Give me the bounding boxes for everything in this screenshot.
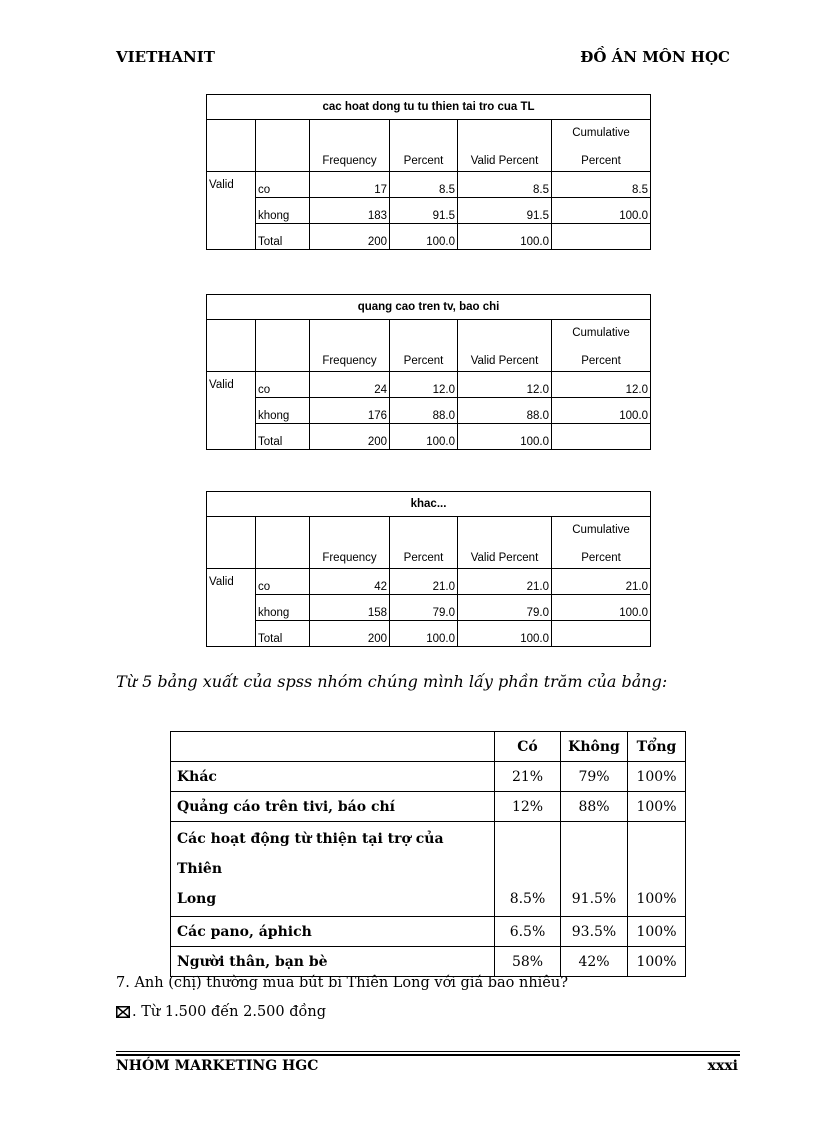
cell-khong: 88% (561, 792, 628, 822)
table-row (171, 947, 686, 977)
cell-frequency: 158 (310, 595, 390, 621)
col-valid-percent: Valid Percent (458, 517, 552, 569)
table-row (207, 569, 651, 595)
cell-cumulative (552, 224, 651, 250)
row-label: Các pano, áphich (171, 917, 495, 947)
table-row (171, 822, 686, 917)
cell-cumulative: 100.0 (552, 198, 651, 224)
header-tong: Tổng (628, 732, 686, 762)
answer-line (116, 1004, 326, 1020)
cell-cumulative: 21.0 (552, 569, 651, 595)
summary-header-row (171, 732, 686, 762)
table-row (171, 762, 686, 792)
table-title: quang cao tren tv, bao chi (207, 295, 651, 320)
row-label: Các hoạt động từ thiện tại trợ của Thiên Long (171, 822, 495, 917)
row-label: Total (256, 424, 310, 450)
row-label: co (256, 372, 310, 398)
col-cumulative: Cumulative Percent (552, 320, 651, 372)
cell-frequency: 200 (310, 424, 390, 450)
cell-percent: 100.0 (390, 224, 458, 250)
header-empty (171, 732, 495, 762)
cell-tong: 100% (628, 917, 686, 947)
cell-percent: 79.0 (390, 595, 458, 621)
table-row (207, 372, 651, 398)
cell-valid-percent: 91.5 (458, 198, 552, 224)
header-co: Có (495, 732, 561, 762)
valid-label: Valid (207, 569, 256, 647)
row-label: khong (256, 198, 310, 224)
cell-co: 21% (495, 762, 561, 792)
cell-valid-percent: 21.0 (458, 569, 552, 595)
row-label: Khác (171, 762, 495, 792)
cell-khong: 93.5% (561, 917, 628, 947)
valid-label: Valid (207, 172, 256, 250)
table-row (207, 198, 651, 224)
cell-frequency: 200 (310, 224, 390, 250)
footer-left: NHÓM MARKETING HGC (116, 1058, 319, 1074)
cell-cumulative (552, 424, 651, 450)
col-cumulative: Cumulative Percent (552, 120, 651, 172)
spss-table-tv-press (206, 294, 651, 450)
spss-table-other (206, 491, 651, 647)
cell-khong: 91.5% (561, 822, 628, 917)
cell-frequency: 42 (310, 569, 390, 595)
col-percent: Percent (390, 517, 458, 569)
cell-co: 8.5% (495, 822, 561, 917)
cell-cumulative: 8.5 (552, 172, 651, 198)
summary-table (170, 731, 686, 977)
cell-co: 58% (495, 947, 561, 977)
table-title: khac... (207, 492, 651, 517)
cell-tong: 100% (628, 822, 686, 917)
cell-co: 6.5% (495, 917, 561, 947)
table-row (207, 424, 651, 450)
checked-box-icon (116, 1006, 130, 1018)
table-row (171, 792, 686, 822)
cell-valid-percent: 100.0 (458, 224, 552, 250)
cell-percent: 8.5 (390, 172, 458, 198)
cell-co: 12% (495, 792, 561, 822)
header-right: ĐỒ ÁN MÔN HỌC (580, 48, 730, 66)
col-cumulative: Cumulative Percent (552, 517, 651, 569)
valid-label: Valid (207, 372, 256, 450)
cell-frequency: 17 (310, 172, 390, 198)
cell-khong: 79% (561, 762, 628, 792)
cell-khong: 42% (561, 947, 628, 977)
cell-valid-percent: 100.0 (458, 621, 552, 647)
cell-cumulative (552, 621, 651, 647)
table-title: cac hoat dong tu tu thien tai tro cua TL (207, 95, 651, 120)
cell-valid-percent: 79.0 (458, 595, 552, 621)
col-valid-percent: Valid Percent (458, 120, 552, 172)
cell-percent: 21.0 (390, 569, 458, 595)
cell-frequency: 200 (310, 621, 390, 647)
cell-tong: 100% (628, 792, 686, 822)
col-percent: Percent (390, 120, 458, 172)
col-frequency: Frequency (310, 320, 390, 372)
answer-text: . Từ 1.500 đến 2.500 đồng (132, 1004, 327, 1020)
footer-rule (116, 1051, 740, 1052)
cell-tong: 100% (628, 947, 686, 977)
cell-valid-percent: 12.0 (458, 372, 552, 398)
cell-percent: 91.5 (390, 198, 458, 224)
page-number: xxxi (707, 1058, 738, 1074)
table-row (207, 595, 651, 621)
cell-valid-percent: 100.0 (458, 424, 552, 450)
cell-cumulative: 12.0 (552, 372, 651, 398)
cell-percent: 88.0 (390, 398, 458, 424)
footer-rule-thick (116, 1054, 740, 1056)
table-row (207, 172, 651, 198)
row-label: Người thân, bạn bè (171, 947, 495, 977)
cell-valid-percent: 8.5 (458, 172, 552, 198)
col-frequency: Frequency (310, 517, 390, 569)
row-label: khong (256, 595, 310, 621)
table-row (207, 398, 651, 424)
cell-percent: 100.0 (390, 621, 458, 647)
row-label: co (256, 172, 310, 198)
table-row (171, 917, 686, 947)
spss-table-charity (206, 94, 651, 250)
col-valid-percent: Valid Percent (458, 320, 552, 372)
cell-frequency: 176 (310, 398, 390, 424)
cell-frequency: 24 (310, 372, 390, 398)
col-percent: Percent (390, 320, 458, 372)
row-label: khong (256, 398, 310, 424)
table-row (207, 621, 651, 647)
intro-text: Từ 5 bảng xuất của spss nhóm chúng mình lấy phần trăm của bảng: (116, 672, 668, 691)
row-label: Total (256, 224, 310, 250)
row-label: Total (256, 621, 310, 647)
question-text: 7. Anh (chị) thường mua bút bi Thiên Long với giá bao nhiêu? (116, 975, 568, 991)
cell-tong: 100% (628, 762, 686, 792)
col-frequency: Frequency (310, 120, 390, 172)
header-left: VIETHANIT (116, 48, 215, 66)
row-label: Quảng cáo trên tivi, báo chí (171, 792, 495, 822)
cell-percent: 100.0 (390, 424, 458, 450)
header-khong: Không (561, 732, 628, 762)
cell-cumulative: 100.0 (552, 595, 651, 621)
cell-frequency: 183 (310, 198, 390, 224)
cell-valid-percent: 88.0 (458, 398, 552, 424)
table-row (207, 224, 651, 250)
cell-cumulative: 100.0 (552, 398, 651, 424)
cell-percent: 12.0 (390, 372, 458, 398)
row-label: co (256, 569, 310, 595)
